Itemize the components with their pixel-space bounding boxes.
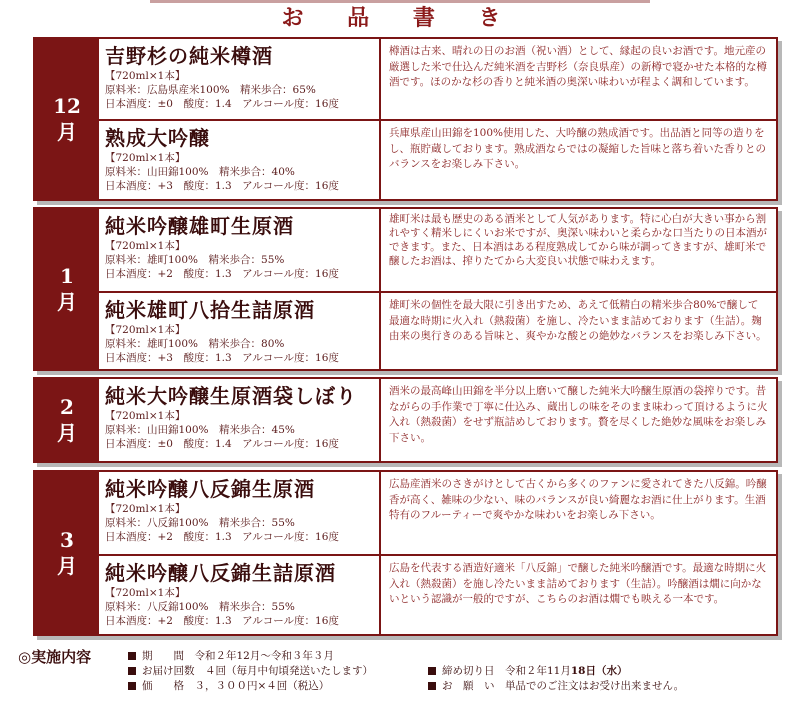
month-group-march — [33, 470, 778, 636]
request-row: お 願 い 単品でのご注文はお受け出来ません。 — [428, 678, 684, 693]
product-row — [99, 291, 776, 369]
month-label: 3 月 — [35, 472, 99, 634]
product-spec: 熟成大吟醸 【720ml×1本】 原料米：山田錦100% 精米歩合：40% 日本酒度：+3 酸度：1.3 アルコール度：16度 — [99, 121, 381, 199]
product-row — [99, 39, 776, 119]
product-row — [99, 379, 776, 461]
product-spec: 純米吟醸雄町生原酒 【720ml×1本】 原料米：雄町100% 精米歩合：55% 日本酒度：+2 酸度：1.3 アルコール度：16度 — [99, 209, 381, 291]
product-name: 純米吟醸八反錦生原酒 — [105, 477, 315, 501]
price-row: 価 格 ３，３００円×４回（税込） — [128, 678, 329, 693]
square-bullet-icon — [428, 682, 436, 690]
product-description: 雄町米の個性を最大限に引き出すため、あえて低精白の精米歩合80%で醸して最適な時期に火入れ（熱殺菌）を施し、冷たいまま詰めております（生詰）。麹由来の奥行きのある旨味と、爽やかな酸との絶妙なバランスをお楽しみ下さい。 — [389, 299, 767, 342]
product-name: 吉野杉の純米樽酒 — [105, 44, 273, 68]
month-group-february — [33, 377, 778, 463]
product-description: 樽酒は古来、晴れの日のお酒（祝い酒）として、縁起の良いお酒です。地元産の厳選した米で仕込んだ純米酒を吉野杉（奈良県産）の新樽で寝かせた本格的な樽酒です。ほのかな杉の香りと純米酒の奥深い味わいが程よく調和しています。 — [389, 45, 767, 88]
square-bullet-icon — [428, 667, 436, 675]
product-row — [99, 119, 776, 199]
month-group-december — [33, 37, 778, 201]
product-description: 広島産酒米のさきがけとして古くから多くのファンに愛されてきた八反錦。吟醸香が高く、雑味の少ない、味のバランスが良い綺麗なお酒に仕上がります。生酒特有のフルーティーで爽やかな味わいをお楽しみ下さい。 — [389, 478, 767, 521]
square-bullet-icon — [128, 682, 136, 690]
square-bullet-icon — [128, 652, 136, 660]
month-label: 1 月 — [35, 209, 99, 369]
product-description: 広島を代表する酒造好適米「八反錦」で醸した純米吟醸酒です。最適な時期に火入れ（熱殺菌）を施し冷たいまま詰めております（生詰）。吟醸酒は燗に向かないという認識が一般的ですが、こちらのお酒は燗でも映える一本です。 — [389, 562, 767, 605]
product-name: 純米吟醸八反錦生詰原酒 — [105, 561, 336, 585]
implementation-details — [0, 646, 800, 702]
product-row — [99, 554, 776, 634]
product-name: 純米雄町八拾生詰原酒 — [105, 298, 315, 322]
product-spec: 吉野杉の純米樽酒 【720ml×1本】 原料米：広島県産米100% 精米歩合：65% 日本酒度：±0 酸度：1.4 アルコール度：16度 — [99, 39, 381, 119]
product-description: 兵庫県産山田錦を100%使用した、大吟醸の熟成酒です。出品酒と同等の造りをし、瓶貯蔵しております。熟成酒ならではの凝縮した旨味と落ち着いた香りとのバランスをお楽しみ下さい。 — [389, 127, 767, 170]
product-spec: 純米雄町八拾生詰原酒 【720ml×1本】 原料米：雄町100% 精米歩合：80% 日本酒度：+3 酸度：1.3 アルコール度：16度 — [99, 293, 381, 369]
product-spec: 純米吟醸八反錦生原酒 【720ml×1本】 原料米：八反錦100% 精米歩合：55% 日本酒度：+2 酸度：1.3 アルコール度：16度 — [99, 472, 381, 554]
product-spec: 純米大吟醸生原酒袋しぼり 【720ml×1本】 原料米：山田錦100% 精米歩合：45% 日本酒度：±0 酸度：1.4 アルコール度：16度 — [99, 379, 381, 461]
square-bullet-icon — [128, 667, 136, 675]
page-title: お 品 書 き — [281, 5, 519, 31]
product-row — [99, 209, 776, 291]
product-name: 純米大吟醸生原酒袋しぼり — [105, 384, 357, 408]
product-name: 熟成大吟醸 — [105, 126, 210, 150]
product-row — [99, 472, 776, 554]
period-row: 期 間 令和２年12月〜令和３年３月 — [128, 648, 334, 663]
product-name: 純米吟醸雄町生原酒 — [105, 214, 294, 238]
month-label: 12 月 — [35, 39, 99, 199]
footer-heading: ◎実施内容 — [18, 648, 92, 666]
deadline-row: 締め切り日 令和２年11月18日（水） — [428, 663, 628, 678]
month-label: 2 月 — [35, 379, 99, 461]
month-group-january — [33, 207, 778, 371]
product-spec: 純米吟醸八反錦生詰原酒 【720ml×1本】 原料米：八反錦100% 精米歩合：55% 日本酒度：+2 酸度：1.3 アルコール度：16度 — [99, 556, 381, 634]
delivery-row: お届け回数 ４回（毎月中旬頃発送いたします） — [128, 663, 373, 678]
product-description: 酒米の最高峰山田錦を半分以上磨いて醸した純米大吟醸生原酒の袋搾りです。昔ながらの手作業で丁寧に仕込み、蔵出しの味をそのまま味わって頂けるように火入れ（熱殺菌）をせず瓶詰めしております。贅を尽くした絶妙な風味をお楽しみ下さい。 — [389, 385, 768, 444]
product-description: 雄町米は最も歴史のある酒米として人気があります。特に心白が大きい事から割れやすく精米しにくいお米ですが、奥深い味わいと柔らかな口当たりの日本酒ができます。また、日本酒はある程度熟成してから味が調ってきますが、雄町米で醸したお酒は、搾りたてから大変良い状態で味わえます。 — [389, 213, 767, 267]
